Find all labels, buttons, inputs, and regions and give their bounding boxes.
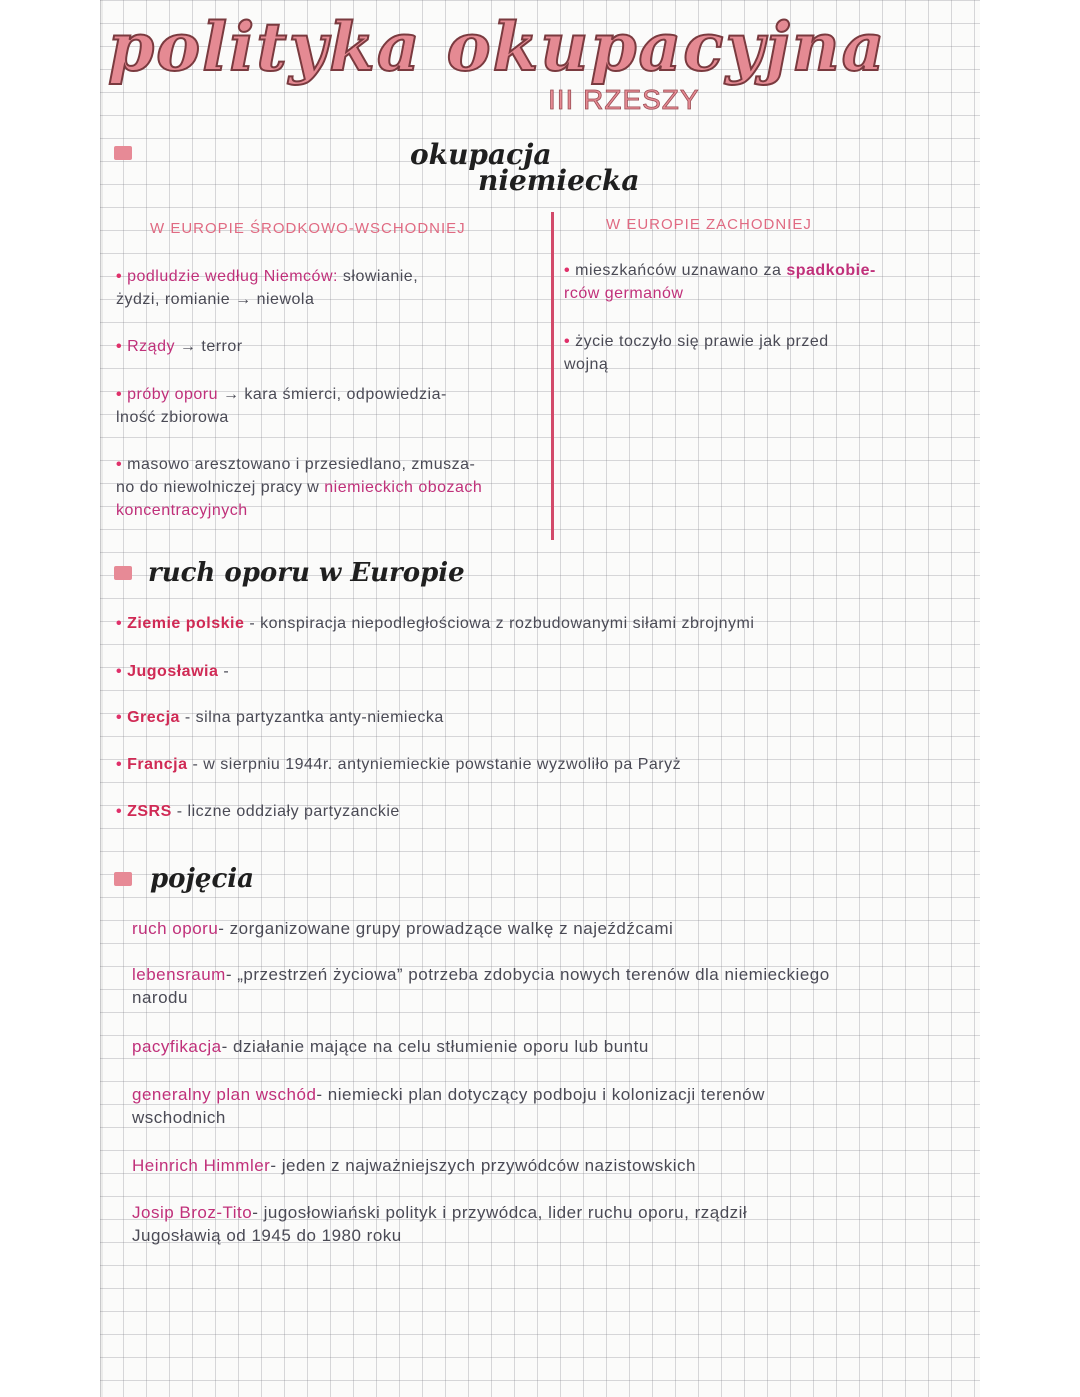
term-item-4: generalny plan wschód- niemiecki plan dotyczący podboju i kolonizacji terenów wschodnich	[132, 1085, 765, 1127]
bullet-dot-icon: •	[564, 262, 571, 279]
bullet-dot-icon: •	[116, 386, 123, 403]
resistance-item-4: • Francja - w sierpniu 1944r. antyniemieckie powstanie wyzwoliło pa Paryż	[116, 756, 682, 773]
left-item-3: • próby oporu → kara śmierci, odpowiedzia- lność zbiorowa	[116, 386, 447, 426]
bullet-dot-icon: •	[116, 803, 123, 820]
bullet-dot-icon: •	[116, 338, 123, 355]
right-column-heading: W EUROPIE ZACHODNIEJ	[606, 216, 812, 233]
left-item-2: • Rządy → terror	[116, 338, 243, 355]
resistance-item-2: • Jugosławia -	[116, 663, 230, 680]
bullet-dot-icon: •	[116, 456, 123, 473]
grid-paper	[100, 0, 980, 1397]
resistance-title: ruch oporu w Europie	[148, 558, 465, 588]
term-item-6: Josip Broz-Tito- jugosłowiański polityk i przywódca, lider ruchu oporu, rządził Jugosławią od 1945 do 1980 roku	[132, 1203, 748, 1245]
resistance-item-5: • ZSRS - liczne oddziały partyzanckie	[116, 803, 400, 820]
bullet-dot-icon: •	[116, 756, 123, 773]
column-divider	[551, 212, 554, 540]
left-item-4: • masowo aresztowano i przesiedlano, zmusza- no do niewolniczej pracy w niemieckich obozach koncentracyjnych	[116, 456, 483, 519]
bullet-dot-icon: •	[564, 333, 571, 350]
term-item-2: lebensraum- „przestrzeń życiowa” potrzeba zdobycia nowych terenów dla niemieckiego narodu	[132, 965, 830, 1007]
right-item-1: • mieszkańców uznawano za spadkobie- rców germanów	[564, 262, 876, 302]
bullet-dot-icon: •	[116, 615, 123, 632]
bullet-dot-icon: •	[116, 268, 123, 285]
section-marker-icon	[114, 146, 132, 160]
section-marker-icon	[114, 566, 132, 580]
resistance-item-3: • Grecja - silna partyzantka anty-niemiecka	[116, 709, 444, 726]
left-item-1: • podludzie według Niemców: słowianie, żydzi, romianie → niewola	[116, 268, 419, 308]
terms-title: pojęcia	[150, 864, 255, 894]
left-column-heading: W EUROPIE ŚRODKOWO-WSCHODNIEJ	[150, 220, 466, 237]
resistance-item-1: • Ziemie polskie - konspiracja niepodległościowa z rozbudowanymi siłami zbrojnymi	[116, 615, 755, 632]
occupation-title-line1: okupacja	[410, 138, 552, 171]
occupation-title-line2: niemiecka	[478, 164, 640, 197]
page-title: polityka okupacyjna	[108, 8, 887, 86]
right-item-2: • życie toczyło się prawie jak przed wojną	[564, 333, 829, 373]
bullet-dot-icon: •	[116, 663, 123, 680]
page-subtitle: III RZESZY	[548, 84, 700, 115]
bullet-dot-icon: •	[116, 709, 123, 726]
term-item-3: pacyfikacja- działanie mające na celu stłumienie oporu lub buntu	[132, 1037, 649, 1056]
term-item-1: ruch oporu- zorganizowane grupy prowadzące walkę z najeźdźcami	[132, 919, 674, 938]
section-marker-icon	[114, 872, 132, 886]
term-item-5: Heinrich Himmler- jeden z najważniejszych przywódców nazistowskich	[132, 1156, 696, 1175]
